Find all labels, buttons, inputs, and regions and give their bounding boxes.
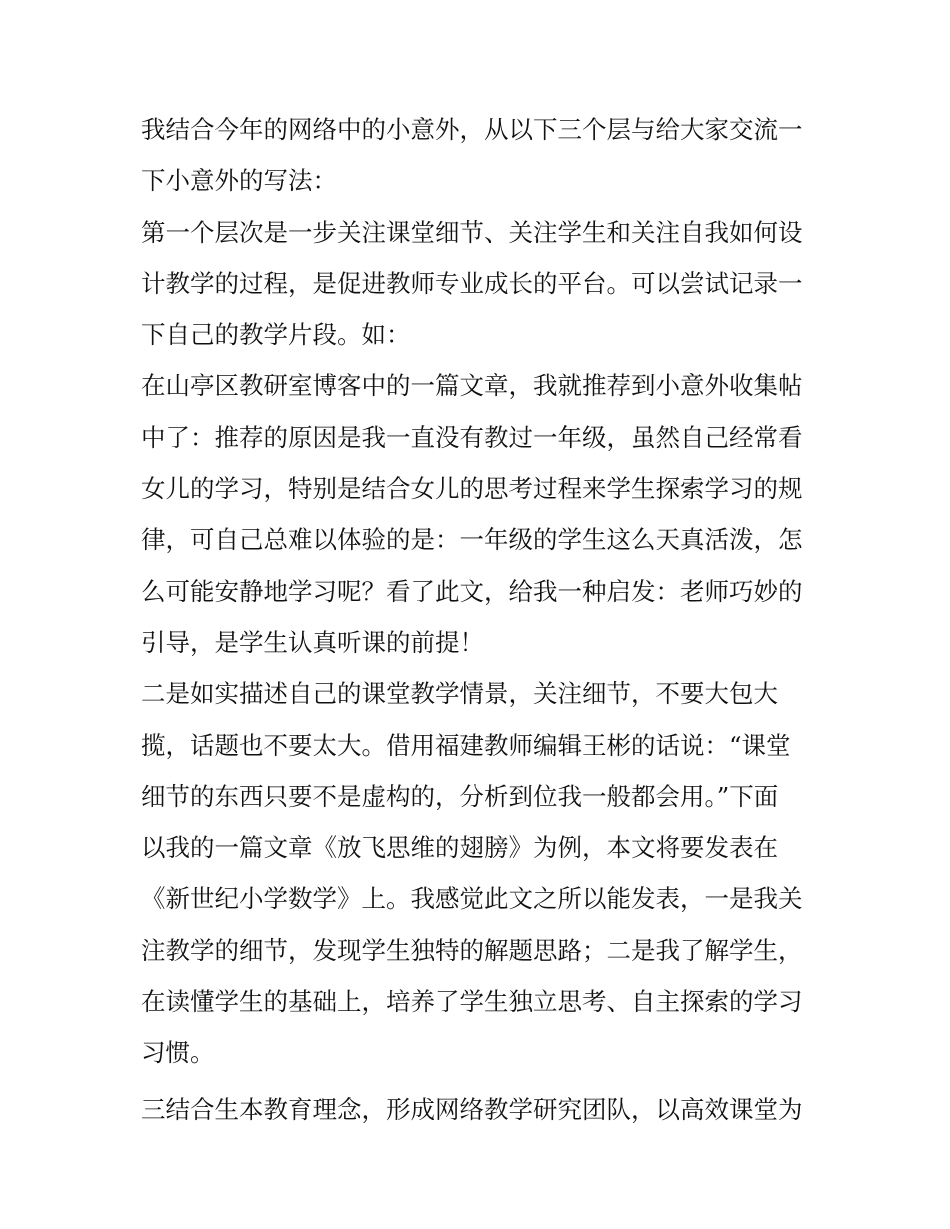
paragraph-example: 在山亭区教研室博客中的一篇文章，我就推荐到小意外收集帖 中了：推荐的原因是我一直没有教过一年级，虽然自己经常看 女儿的学习，特别是结合女儿的思考过程来学生探索学习的规 律，可自己总难以体验的是：一年级的学生这么天真活泼，怎 么可能安静地学习呢？看了此文，给我一种启发：老师巧妙的 引导，是学生认真听课的前提！ (141, 371, 803, 657)
paragraph-level-one: 第一个层次是一步关注课堂细节、关注学生和关注自我如何设 计教学的过程，是促进教师专业成长的平台。可以尝试记录一 下自己的教学片段。如： (141, 217, 803, 350)
document-body (141, 104, 821, 1135)
paragraph-level-two: 二是如实描述自己的课堂教学情景，关注细节，不要大包大 揽，话题也不要太大。借用福建教师编辑王彬的话说：“课堂 细节的东西只要不是虚构的，分析到位我一般都会用。”下面 以我的一篇文章《放飞思维的翅膀》为例，本文将要发表在 《新世纪小学数学》上。我感觉此文之所以能发表，一是我关 注教学的细节，发现学生独特的解题思路；二是我了解学生， 在读懂学生的基础上，培养了学生独立思考、自主探索的学习 习惯。 (141, 679, 803, 1068)
paragraph-intro: 我结合今年的网络中的小意外，从以下三个层与给大家交流一 下小意外的写法： (141, 115, 803, 196)
paragraph-level-three: 三结合生本教育理念，形成网络教学研究团队，以高效课堂为 (141, 1094, 803, 1124)
